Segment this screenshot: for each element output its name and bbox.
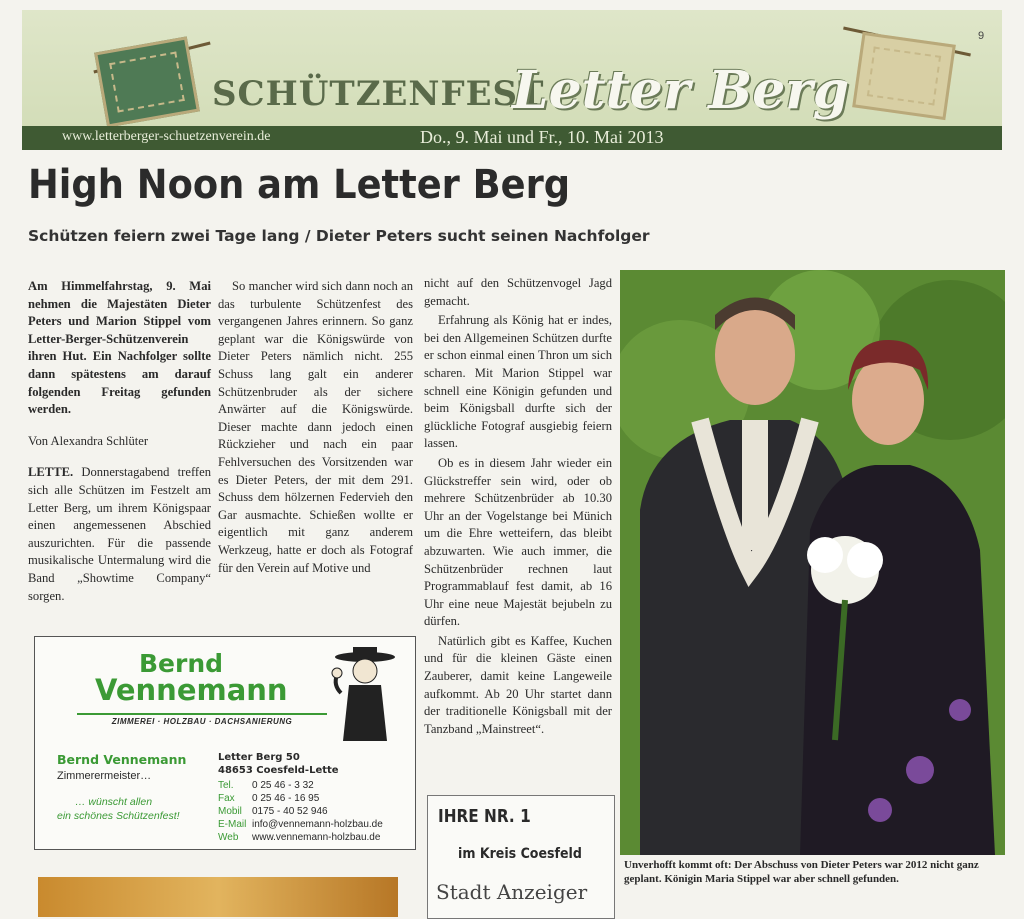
article-paragraph-3: Erfahrung als König hat er indes, bei den Allgemeinen Schützen durfte er schon einmal einen Thron um sich scharen. Mit Marion Stippel war schnell eine Königin gefunden und beim Königsball durfte sich der glückliche Fotograf ausgiebig feiern lassen.: [424, 313, 612, 451]
ad-contact-fax: [218, 793, 319, 804]
article-paragraph-1: [28, 464, 211, 605]
ad-contact-email: [218, 819, 383, 830]
photo-illustration: [620, 270, 1005, 855]
header-banner: [22, 10, 1002, 130]
bottom-ad-photo: [38, 877, 398, 917]
ad-name: Bernd Vennemann: [57, 752, 187, 767]
page-number: 9: [978, 30, 985, 42]
ad-wish-line-2: ein schönes Schützenfest!: [57, 810, 180, 822]
web-value: www.vennemann-holzbau.de: [252, 832, 381, 843]
photo-caption: Unverhofft kommt oft: Der Abschuss von Dieter Peters war 2012 nicht ganz geplant. Königin Maria Stippel war aber schnell gefunden.: [624, 859, 979, 885]
ad-tagline: ZIMMEREI · HOLZBAU · DACHSANIERUNG: [77, 713, 327, 726]
banner-script-title: Letter Berg: [512, 60, 850, 121]
info-bar: [22, 126, 1002, 150]
email-label: E-Mail: [218, 819, 247, 830]
dateline: LETTE.: [28, 465, 74, 480]
article-paragraph-4: Ob es in diesem Jahr wieder ein Glückstreffer sein wird, oder ob mehrere Schützenbrüder ab 10.30 Uhr an der Vogelstange bei Münich um die Ehre wetteifern, das bleibt abzuwarten. Wie auch immer, die Schützenbrüder rechnen laut Programmablauf fest damit, ab 16 Uhr eine neue Majestät bejubeln zu dürfen.: [424, 455, 612, 629]
mobil-label: Mobil: [218, 806, 242, 817]
club-flag-right: [852, 32, 956, 120]
fax-value: 0 25 46 - 16 95: [252, 793, 320, 804]
stadt-anzeiger-promo: [427, 795, 615, 919]
mobil-value: 0175 - 40 52 946: [252, 806, 328, 817]
article-column-3: [424, 275, 612, 752]
promo-line-1: IHRE NR. 1: [438, 806, 531, 827]
promo-line-3: Stadt Anzeiger: [436, 880, 588, 904]
article-column-1: [28, 278, 211, 619]
article-subheadline: Schützen feiern zwei Tage lang / Dieter Peters sucht seinen Nachfolger: [28, 227, 650, 245]
tel-label: Tel.: [218, 780, 234, 791]
ad-brand-line-1: Bernd: [139, 649, 224, 678]
article-byline: Von Alexandra Schlüter: [28, 433, 149, 448]
article-headline: High Noon am Letter Berg: [28, 162, 571, 208]
paragraph-1-text: Donnerstagabend treffen sich alle Schützen im Festzelt am Letter Berg, um ihrem Königspaar einen angemessenen Abschied auszurichten. Für die passende musikalische Untermalung wird die Band „Showtime Company“ sorgen.: [28, 465, 211, 603]
vennemann-advertisement: [34, 636, 416, 850]
club-flag-left: [94, 36, 200, 127]
article-paragraph-2-continued: nicht auf den Schützenvogel Jagd gemacht.: [424, 276, 612, 308]
ad-wish-line-1: … wünscht allen: [75, 796, 153, 808]
ad-contact-web: [218, 832, 380, 843]
ad-brand-line-2: Vennemann: [95, 673, 288, 707]
ad-address-city: 48653 Coesfeld-Lette: [218, 765, 339, 776]
article-lead: Am Himmelfahrstag, 9. Mai nehmen die Majestäten Dieter Peters und Marion Stippel vom Letter-Berger-Schützenverein ihren Hut. Ein Nachfolger sollte dann spätestens am darauf folgenden Freitag gefunden werden.: [28, 279, 211, 417]
ad-contact-mobil: [218, 806, 328, 817]
article-column-2: [218, 278, 413, 591]
article-paragraph-2: So mancher wird sich dann noch an das turbulente Schützenfest des vergangenen Jahres erinnern. So ganz geplant war die Königswürde von Dieter Peters nämlich nicht. 255 Schuss lang galt ein anderer Schützenbruder als der sichere Anwärter auf die Königswürde. Dieser machte dann jedoch einen Rückzieher und nach ein paar Fehlversuchen des Vorsitzenden war es Dieter Peters, der mit dem 291. Schuss dem hölzernen Federvieh den Gar ausmachte. Schießen wollte er eigentlich mit ganz anderem Werkzeug, hatte er doch als Fotograf für den Verein auf Motive und: [218, 279, 413, 575]
promo-line-2: im Kreis Coesfeld: [458, 846, 582, 862]
fax-label: Fax: [218, 793, 235, 804]
ad-trade: Zimmerermeister…: [57, 770, 152, 782]
ad-contact-tel: [218, 780, 314, 791]
article-paragraph-5: Natürlich gibt es Kaffee, Kuchen und für die kleinen Gäste einen Zauberer, damit keine Langeweile aufkommt. Ab 20 Uhr startet dann der traditionelle Königsball mit der Tanzband „Mainstreet“.: [424, 633, 612, 736]
email-value: info@vennemann-holzbau.de: [252, 819, 383, 830]
event-date: Do., 9. Mai und Fr., 10. Mai 2013: [420, 127, 664, 147]
royal-couple-photo: [620, 270, 1005, 855]
ad-address-street: Letter Berg 50: [218, 752, 300, 763]
banner-title: SCHÜTZENFEST: [212, 74, 545, 114]
web-label: Web: [218, 832, 239, 843]
mascot-carpenter-icon: [327, 645, 397, 745]
tel-value: 0 25 46 - 3 32: [252, 780, 314, 791]
club-url: www.letterberger-schuetzenverein.de: [62, 129, 271, 144]
